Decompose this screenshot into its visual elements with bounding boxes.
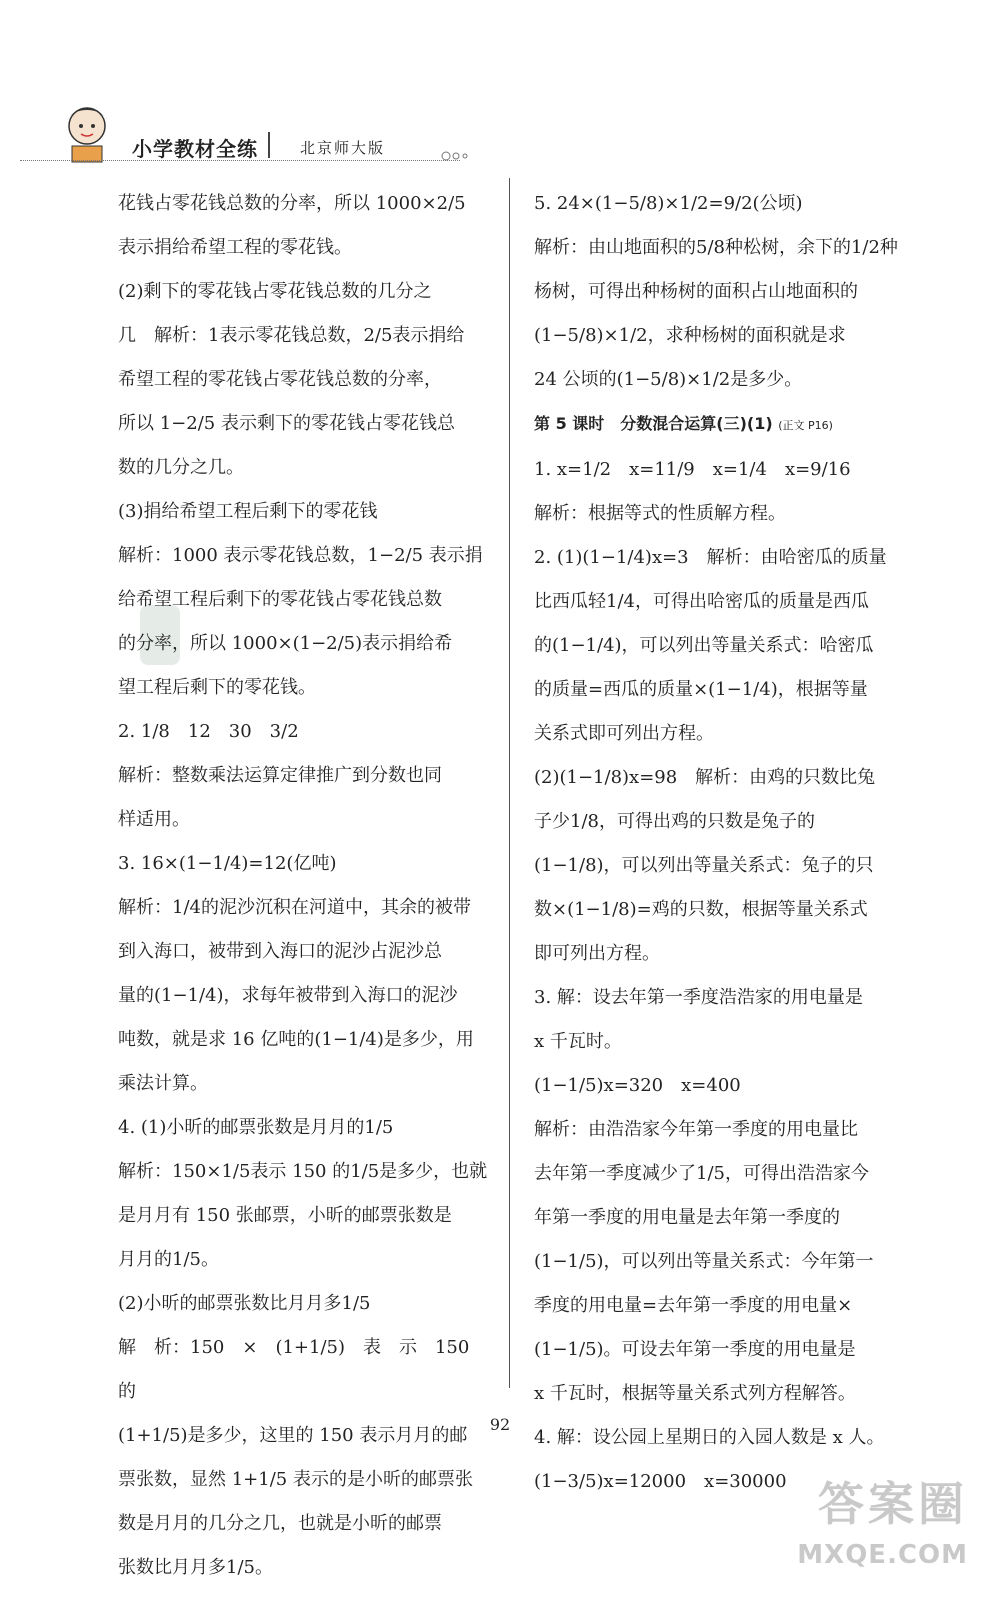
text-line: (2)剩下的零花钱占零花钱总数的几分之 <box>118 281 432 302</box>
text-line: 到入海口，被带到入海口的泥沙占泥沙总 <box>118 941 442 962</box>
question-2: 2. 1/8 12 30 3/2 <box>118 721 299 742</box>
text-line: 花钱占零花钱总数的分率，所以 1000×2/5 <box>118 193 466 214</box>
text-line: 解析：根据等式的性质解方程。 <box>534 503 786 524</box>
text-line: 月月的1/5。 <box>118 1249 219 1270</box>
text-line: 解析：150×1/5表示 150 的1/5是多少，也就 <box>118 1161 488 1182</box>
text-line: 所以 1−2/5 表示剩下的零花钱占零花钱总 <box>118 413 455 434</box>
question-1: 1. x=1/2 x=11/9 x=1/4 x=9/16 <box>534 459 851 480</box>
text-line: 的(1−1/4)，可以列出等量关系式：哈密瓜 <box>534 635 874 656</box>
watermark-logo <box>762 1466 972 1576</box>
text-line: 关系式即可列出方程。 <box>534 723 714 744</box>
text-line: (1−1/8)，可以列出等量关系式：兔子的只 <box>534 855 874 876</box>
text-line: 解析：整数乘法运算定律推广到分数也同 <box>118 765 442 786</box>
text-line: 解析：1/4的泥沙沉积在河道中，其余的被带 <box>118 897 471 918</box>
text-line: x 千瓦时。 <box>534 1031 622 1052</box>
lesson-ref: (正文 P16) <box>778 419 833 432</box>
question-2: 2. (1)(1−1/4)x=3 解析：由哈密瓜的质量 <box>534 547 887 568</box>
text-line: 的分率，所以 1000×(1−2/5)表示捐给希 <box>118 633 453 654</box>
left-column <box>118 182 503 1590</box>
text-line: (1−1/5)，可以列出等量关系式：今年第一 <box>534 1251 874 1272</box>
text-line: 解析：由浩浩家今年第一季度的用电量比 <box>534 1119 858 1140</box>
question-5: 5. 24×(1−5/8)×1/2=9/2(公顷) <box>534 193 803 214</box>
text-line: 吨数，就是求 16 亿吨的(1−1/4)是多少，用 <box>118 1029 474 1050</box>
text-line: (2)(1−1/8)x=98 解析：由鸡的只数比兔 <box>534 767 876 788</box>
header-divider <box>268 132 270 158</box>
text-line: 杨树，可得出种杨树的面积占山地面积的 <box>534 281 858 302</box>
text-line: (1−5/8)×1/2，求种杨树的面积就是求 <box>534 325 846 346</box>
decor-dots-icon <box>440 148 470 164</box>
edition-label: 北京师大版 <box>300 139 386 157</box>
text-line: 乘法计算。 <box>118 1073 208 1094</box>
text-line: 的质量=西瓜的质量×(1−1/4)，根据等量 <box>534 679 868 700</box>
text-line: 比西瓜轻1/4，可得出哈密瓜的质量是西瓜 <box>534 591 869 612</box>
text-line: 数是月月的几分之几，也就是小昕的邮票 <box>118 1513 442 1534</box>
question-3: 3. 16×(1−1/4)=12(亿吨) <box>118 853 337 874</box>
watermark-text: 答案圈 <box>818 1477 968 1531</box>
text-line: 去年第一季度减少了1/5，可得出浩浩家今 <box>534 1163 869 1184</box>
text-line: (2)小昕的邮票张数比月月多1/5 <box>118 1293 371 1314</box>
question-4: 4. (1)小昕的邮票张数是月月的1/5 <box>118 1117 394 1138</box>
question-4: 4. 解：设公园上星期日的入园人数是 x 人。 <box>534 1427 885 1448</box>
text-line: 张数比月月多1/5。 <box>118 1557 273 1578</box>
watermark-url: MXQE.COM <box>797 1540 968 1570</box>
text-line: 子少1/8，可得出鸡的只数是兔子的 <box>534 811 815 832</box>
text-line: 量的(1−1/4)，求每年被带到入海口的泥沙 <box>118 985 458 1006</box>
text-line: 年第一季度的用电量是去年第一季度的 <box>534 1207 840 1228</box>
text-line: 解析：由山地面积的5/8种松树，余下的1/2种 <box>534 237 898 258</box>
header-rule <box>20 160 460 161</box>
text-line: 希望工程的零花钱占零花钱总数的分率， <box>118 369 442 390</box>
text-line: 数×(1−1/8)=鸡的只数，根据等量关系式 <box>534 899 868 920</box>
text-line: 是月月有 150 张邮票，小昕的邮票张数是 <box>118 1205 452 1226</box>
text-line: 解析：1000 表示零花钱总数，1−2/5 表示捐 <box>118 545 483 566</box>
text-line: (1+1/5)是多少，这里的 150 表示月月的邮 <box>118 1425 468 1446</box>
lesson-title: 第 5 课时 分数混合运算(三)(1) <box>534 414 773 433</box>
question-3: 3. 解：设去年第一季度浩浩家的用电量是 <box>534 987 863 1008</box>
right-column <box>534 182 926 1504</box>
lesson-heading <box>534 402 926 448</box>
text-line: 季度的用电量=去年第一季度的用电量× <box>534 1295 853 1316</box>
text-line: 表示捐给希望工程的零花钱。 <box>118 237 352 258</box>
text-line: 数的几分之几。 <box>118 457 244 478</box>
text-line: (1−1/5)x=320 x=400 <box>534 1075 741 1096</box>
text-line: 望工程后剩下的零花钱。 <box>118 677 316 698</box>
text-line: 解 析：150 × (1+1/5) 表 示 150 的 <box>118 1337 488 1402</box>
text-line: 给希望工程后剩下的零花钱占零花钱总数 <box>118 589 442 610</box>
text-line: 票张数，显然 1+1/5 表示的是小昕的邮票张 <box>118 1469 473 1490</box>
girl-mascot-icon <box>52 96 122 166</box>
brand-title: 小学教材全练 <box>132 137 258 161</box>
text-line: (1−1/5)。可设去年第一季度的用电量是 <box>534 1339 856 1360</box>
text-line: 24 公顷的(1−5/8)×1/2是多少。 <box>534 369 803 390</box>
text-line: 样适用。 <box>118 809 190 830</box>
text-line: (3)捐给希望工程后剩下的零花钱 <box>118 501 378 522</box>
column-divider <box>509 178 510 1388</box>
text-line: (1−3/5)x=12000 x=30000 <box>534 1471 787 1492</box>
page-number: 92 <box>489 1415 511 1434</box>
text-line: 即可列出方程。 <box>534 943 660 964</box>
text-line: 几 解析：1表示零花钱总数，2/5表示捐给 <box>118 325 465 346</box>
text-line: x 千瓦时，根据等量关系式列方程解答。 <box>534 1383 856 1404</box>
